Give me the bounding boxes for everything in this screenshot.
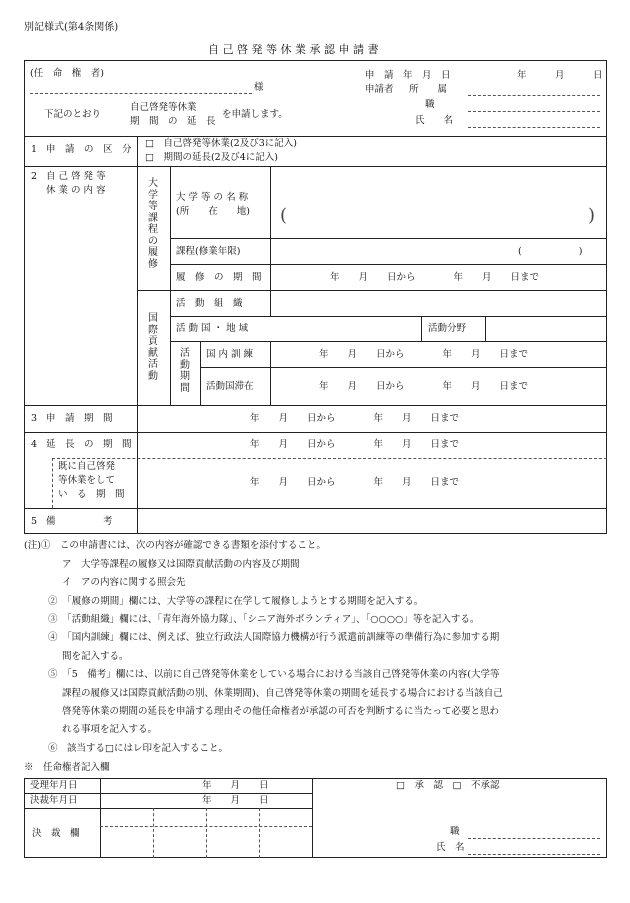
page-title: 自 己 啓 発 等 休 業 承 認 申 請 書 [208, 43, 379, 56]
stamp-col-dashed [153, 808, 154, 858]
note-6: ⑥ 該当する□にはレ印を記入すること。 [48, 743, 228, 754]
stamp-col-dashed [259, 808, 260, 858]
rule [24, 405, 607, 406]
note-4: ④ 「国内訓練」欄には、例えば、独立行政法人国際協力機構が行う派遣前訓練等の準備行為に参加する期 [48, 632, 500, 643]
domestic-training-value[interactable]: 年 月 日から 年 月 日まで [319, 349, 529, 360]
appointer-section-title: ※ 任命権者記入欄 [24, 762, 110, 773]
department-line[interactable] [468, 95, 600, 96]
application-date-label: 申 請 年 月 日 [365, 70, 451, 81]
application-date-value: 年 月 日 [517, 70, 603, 81]
rule [24, 166, 607, 167]
activity-period-vertical: 活動期間 [180, 348, 190, 394]
course-duration-paren[interactable]: ( ) [518, 246, 583, 257]
row2-number: 2 [31, 171, 38, 182]
international-contribution-vertical: 国際貢献活動 [148, 313, 158, 382]
rule [24, 136, 607, 137]
row1-option-leave[interactable]: □ 自己啓発等休業(2及び3に記入) [145, 138, 297, 149]
location-paren-close: ) [588, 205, 596, 226]
col-rule [270, 341, 271, 405]
department-label: 所 属 [409, 84, 448, 95]
col-rule [312, 778, 313, 858]
note-1b: イ アの内容に関する照会先 [62, 577, 186, 588]
appointer-job-line[interactable] [468, 838, 600, 839]
intro-pre: 下記のとおり [44, 109, 102, 120]
note-2: ② 「履修の期間」欄には、大学等の課程に在学して履修しようとする期間を記入する。 [48, 596, 424, 607]
row1-label: 申 請 の 区 分 [46, 144, 132, 155]
form-id: 別記様式(第4条関係) [24, 22, 119, 33]
appointer-line [30, 93, 252, 94]
row3-number: 3 [31, 413, 38, 424]
appointer-job-label: 職 [450, 826, 460, 837]
row5-number: 5 [31, 516, 38, 527]
rule [24, 432, 607, 433]
rule [137, 290, 607, 291]
study-period-label: 履 修 の 期 間 [176, 272, 262, 283]
university-name-label: 大 学 等 の 名 称 [176, 192, 249, 203]
rule [170, 264, 607, 265]
prior-leave-value[interactable]: 年 月 日から 年 月 日まで [250, 477, 460, 488]
rule [24, 793, 312, 794]
rule [170, 341, 607, 342]
note-5-cont3: れる事項を記入する。 [62, 724, 158, 735]
receipt-date-value[interactable]: 年 月 日 [202, 780, 269, 791]
note-4-cont: 間を記入する。 [62, 651, 129, 662]
study-period-value[interactable]: 年 月 日から 年 月 日まで [330, 272, 540, 283]
prior-leave-label-3: い る 期 間 [58, 489, 125, 500]
row2-label-line1: 自 己 啓 発 等 [46, 171, 106, 182]
col-rule [421, 316, 422, 341]
decision-date-value[interactable]: 年 月 日 [202, 795, 269, 806]
rule [200, 367, 607, 368]
intro-post: を申請します。 [222, 109, 288, 120]
col-rule [100, 778, 101, 858]
stamp-field-label: 決 裁 欄 [32, 828, 80, 839]
note-5: ⑤ 「5 備考」欄には、以前に自己啓発等休業をしている場合における当該自己啓発等休業の内容(大学等 [48, 669, 500, 680]
row4-label: 延 長 の 期 間 [46, 439, 132, 450]
approval-options[interactable]: □ 承 認 □ 不承認 [396, 780, 500, 791]
row1-number: 1 [31, 144, 38, 155]
appointer-name-label: 氏 名 [436, 842, 465, 853]
country-label: 活 動 国 ・ 地 域 [176, 323, 249, 334]
appointer-label: (任 命 権 者) [30, 68, 104, 79]
job-label: 職 [425, 99, 435, 110]
rule-dashed [52, 458, 607, 459]
rule [170, 238, 607, 239]
name-label: 氏 名 [415, 115, 454, 126]
domestic-training-label: 国 内 訓 練 [206, 349, 254, 360]
appointer-table [24, 778, 607, 858]
activity-field-label: 活動分野 [428, 323, 467, 334]
row1-option-extension[interactable]: □ 期間の延長(2及び4に記入) [145, 152, 278, 163]
row3-value[interactable]: 年 月 日から 年 月 日まで [250, 413, 460, 424]
receipt-date-label: 受理年月日 [30, 780, 78, 791]
prior-leave-label-2: 等休業をして [58, 475, 116, 486]
col-rule [137, 136, 138, 534]
rule [170, 316, 607, 317]
appointer-name-line[interactable] [468, 854, 600, 855]
note-1: (注)① この申請書には、次の内容が確認できる書類を添付すること。 [24, 540, 326, 551]
applicant-label: 申請者 [365, 84, 394, 95]
intro-option-extension: 期 間 の 延 長 [130, 116, 216, 127]
row4-number: 4 [31, 439, 38, 450]
note-3: ③ 「活動組織」欄には、「青年海外協力隊」、「シニア海外ボランティア」、「○○○○」等を記入する。 [48, 614, 480, 625]
note-5-cont2: 啓発等休業の期間の延長を申請する理由その他任命権者が承認の可否を判断するに当たって必要と思わ [62, 706, 500, 717]
location-paren-open: ( [280, 205, 288, 226]
row2-label-line2: 休 業 の 内 容 [46, 185, 106, 196]
university-location-label: (所 在 地) [176, 206, 250, 217]
abroad-stay-value[interactable]: 年 月 日から 年 月 日まで [319, 381, 529, 392]
abroad-stay-label: 活動国滞在 [206, 381, 254, 392]
prior-leave-label-1: 既に自己啓発 [58, 461, 116, 472]
honorific: 様 [254, 82, 264, 93]
col-rule [200, 341, 201, 405]
row4-value[interactable]: 年 月 日から 年 月 日まで [250, 439, 460, 450]
course-label: 課程(修業年限) [176, 246, 241, 257]
note-5-cont1: 課程の履修又は国際貢献活動の別、休業期間)、自己啓発等休業の期間を延長する場合における当該自己 [62, 688, 503, 699]
university-course-vertical: 大学等課程の履修 [148, 178, 158, 270]
job-line[interactable] [468, 111, 600, 112]
col-rule [270, 166, 271, 316]
decision-date-label: 決裁年月日 [30, 795, 78, 806]
col-rule [170, 166, 171, 405]
stamp-col-dashed [206, 808, 207, 858]
rule [24, 508, 607, 509]
rule [24, 808, 312, 809]
organization-label: 活 動 組 織 [176, 298, 243, 309]
note-1a: ア 大学等課程の履修又は国際貢献活動の内容及び期間 [62, 559, 300, 570]
col-rule [485, 316, 486, 341]
col-rule-dashed [52, 458, 53, 508]
row5-label: 備 考 [46, 516, 113, 527]
intro-option-leave: 自己啓発等休業 [130, 102, 197, 113]
name-line[interactable] [468, 127, 600, 128]
row3-label: 申 請 期 間 [46, 413, 113, 424]
